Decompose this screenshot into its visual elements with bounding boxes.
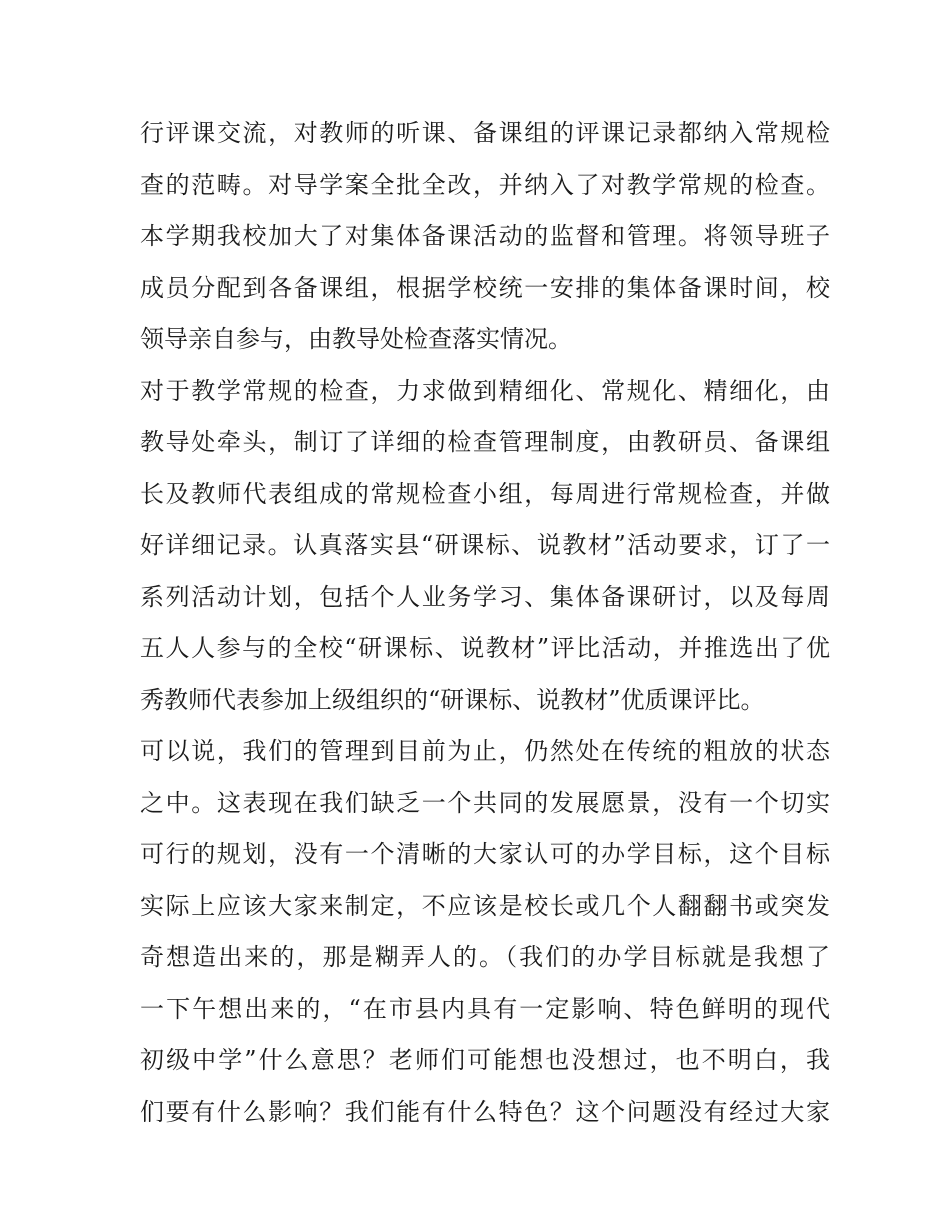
text-line: 成员分配到各备课组，根据学校统一安排的集体备课时间，校 (140, 273, 830, 302)
text-line: 查的范畴。对导学案全批全改，并纳入了对教学常规的检查。 (140, 170, 830, 199)
text-line: 初级中学”什么意思？老师们可能想也没想过，也不明白，我 (140, 1046, 830, 1074)
text-line: 五人人参与的全校“研课标、说教材”评比活动，并推选出了优 (140, 634, 830, 662)
text-line: 对于教学常规的检查，力求做到精细化、常规化、精细化，由 (140, 376, 830, 405)
text-line: 长及教师代表组成的常规检查小组，每周进行常规检查，并做 (140, 479, 830, 508)
text-line: 实际上应该大家来制定，不应该是校长或几个人翻翻书或突发 (140, 891, 830, 920)
document-body (140, 108, 830, 1138)
text-line: 秀教师代表参加上级组织的“研课标、说教材”优质课评比。 (140, 685, 765, 714)
text-line: 奇想造出来的，那是糊弄人的。（我们的办学目标就是我想了 (140, 943, 830, 971)
text-line: 们要有什么影响？我们能有什么特色？这个问题没有经过大家 (140, 1097, 830, 1126)
text-line: 好详细记录。认真落实县“研课标、说教材”活动要求，订了一 (140, 531, 830, 559)
text-line: 系列活动计划，包括个人业务学习、集体备课研讨，以及每周 (140, 582, 830, 611)
text-line: 可以说，我们的管理到目前为止，仍然处在传统的粗放的状态 (140, 737, 830, 765)
text-line: 行评课交流，对教师的听课、备课组的评课记录都纳入常规检 (140, 119, 830, 147)
text-line: 之中。这表现在我们缺乏一个共同的发展愿景，没有一个切实 (140, 788, 830, 817)
text-line: 可行的规划，没有一个清晰的大家认可的办学目标，这个目标 (140, 840, 830, 868)
text-line: 本学期我校加大了对集体备课活动的监督和管理。将领导班子 (140, 222, 830, 250)
text-line: 教导处牵头，制订了详细的检查管理制度，由教研员、备课组 (140, 428, 830, 456)
text-line: 领导亲自参与，由教导处检查落实情况。 (140, 325, 572, 353)
text-line: 一下午想出来的，“在市县内具有一定影响、特色鲜明的现代 (140, 994, 830, 1023)
